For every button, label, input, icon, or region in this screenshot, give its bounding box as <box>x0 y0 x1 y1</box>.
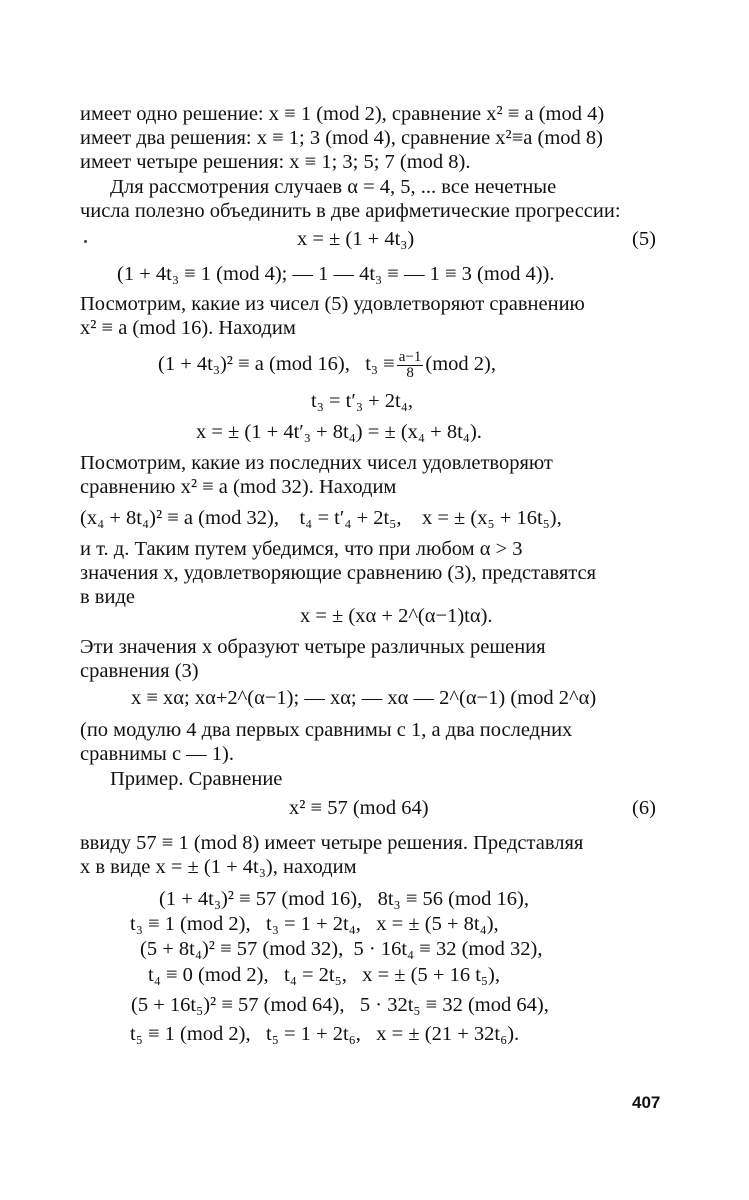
text-line: числа полезно объединить в две арифметические прогрессии: <box>80 200 621 222</box>
formula: (x₄ + 8t₄)² ≡ a (mod 32), t₄ = t′₄ + 2t₅, x = ± (x₅ + 16t₅), <box>80 507 562 529</box>
formula: (5 + 16t₅)² ≡ 57 (mod 64), 5 · 32t₅ ≡ 32 (mod 64), <box>131 994 549 1016</box>
formula: (1 + 4t₃)² ≡ 57 (mod 16), 8t₃ ≡ 56 (mod 16), <box>159 888 529 910</box>
formula: t₅ ≡ 1 (mod 2), t₅ = 1 + 2t₆, x = ± (21 + 32t₆). <box>130 1023 520 1045</box>
text-line: значения x, удовлетворяющие сравнению (3), представятся <box>80 562 597 584</box>
text-line: сравнения (3) <box>80 660 199 682</box>
text-line: x в виде x = ± (1 + 4t₃), находим <box>80 856 357 878</box>
formula: x = ± (1 + 4t′₃ + 8t₄) = ± (x₄ + 8t₄). <box>196 421 482 443</box>
formula: t₃ ≡ 1 (mod 2), t₃ = 1 + 2t₄, x = ± (5 + 8t₄), <box>130 913 499 935</box>
text-line: имеет два решения: x ≡ 1; 3 (mod 4), сравнение x²≡a (mod 8) <box>80 127 603 149</box>
fraction-denominator: 8 <box>406 365 414 381</box>
equation-number: (6) <box>632 797 656 819</box>
text-line: сравнимы с — 1). <box>80 743 234 765</box>
print-speck <box>84 240 87 243</box>
fraction <box>397 350 424 381</box>
text-line: Посмотрим, какие из чисел (5) удовлетворяют сравнению <box>80 293 585 315</box>
text-line: имеет четыре решения: x ≡ 1; 3; 5; 7 (mod 8). <box>80 151 471 173</box>
formula: (5 + 8t₄)² ≡ 57 (mod 32), 5 · 16t₄ ≡ 32 (mod 32), <box>140 938 543 960</box>
text-line: имеет одно решение: x ≡ 1 (mod 2), сравнение x² ≡ a (mod 4) <box>80 103 605 125</box>
text-line: ввиду 57 ≡ 1 (mod 8) имеет четыре решения. Представляя <box>80 832 584 854</box>
formula: (1 + 4t₃ ≡ 1 (mod 4); — 1 — 4t₃ ≡ — 1 ≡ 3 (mod 4)). <box>117 263 555 285</box>
text-line: сравнению x² ≡ a (mod 32). Находим <box>80 476 397 498</box>
formula-part: (1 + 4t₃)² ≡ a (mod 16), t₃ ≡ <box>158 353 395 376</box>
text-line: в виде <box>80 586 135 608</box>
formula <box>158 350 496 381</box>
text-line: Посмотрим, какие из последних чисел удовлетворяют <box>80 452 553 474</box>
text-line: Эти значения x образуют четыре различных решения <box>80 636 546 658</box>
formula-part: (mod 2), <box>425 353 496 376</box>
formula: x² ≡ 57 (mod 64) <box>289 797 429 819</box>
formula: x = ± (1 + 4t₃) <box>297 228 415 250</box>
fraction-numerator: a−1 <box>398 349 422 365</box>
text-line: (по модулю 4 два первых сравнимы с 1, а два последних <box>80 719 573 741</box>
example-heading: Пример. Сравнение <box>110 768 283 790</box>
formula: t₄ ≡ 0 (mod 2), t₄ = 2t₅, x = ± (5 + 16 t₅), <box>148 964 500 986</box>
page-number: 407 <box>632 1093 661 1112</box>
formula: x ≡ xα; xα+2^(α−1); — xα; — xα — 2^(α−1) (mod 2^α) <box>131 687 597 709</box>
formula: x = ± (xα + 2^(α−1)tα). <box>300 605 493 627</box>
equation-number: (5) <box>632 228 656 250</box>
text-line: Для рассмотрения случаев α = 4, 5, ... все нечетные <box>110 176 557 198</box>
formula: t₃ = t′₃ + 2t₄, <box>311 390 414 412</box>
text-line: и т. д. Таким путем убедимся, что при любом α > 3 <box>80 538 523 560</box>
text-line: x² ≡ a (mod 16). Находим <box>80 317 296 339</box>
